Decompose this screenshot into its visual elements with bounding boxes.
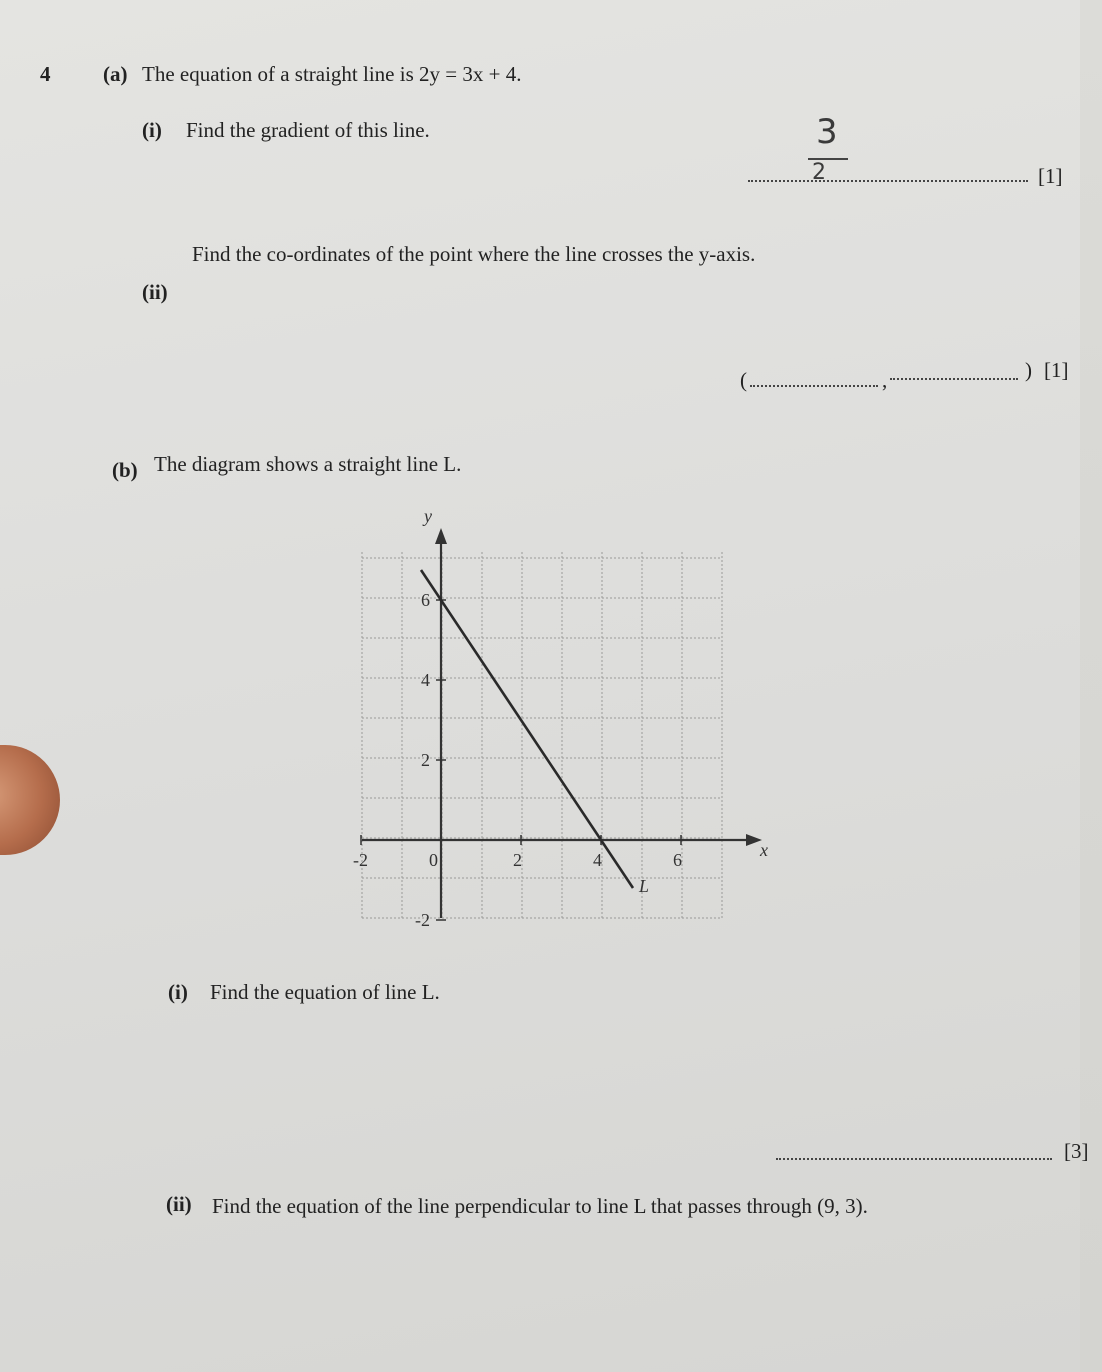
part-a-i-text: Find the gradient of this line.: [186, 118, 430, 142]
x-tick-label: 2: [513, 850, 522, 870]
x-tick-label: -2: [353, 850, 368, 870]
part-b-text: The diagram shows a straight line L.: [154, 452, 462, 476]
part-b-label: (b): [112, 458, 138, 482]
part-a-ii-text: Find the co-ordinates of the point where the line crosses the y-axis.: [192, 242, 756, 266]
marks-a-i: [1]: [1038, 164, 1063, 188]
y-tick-label: 2: [421, 750, 430, 770]
line-L-label: L: [639, 876, 650, 896]
part-a-i-label: (i): [142, 118, 162, 142]
x-tick-label: 6: [673, 850, 682, 870]
coord-open-paren: (: [740, 368, 747, 392]
coord-comma: ,: [882, 368, 888, 392]
marks-a-ii: [1]: [1044, 358, 1069, 382]
part-b-ii-label: (ii): [166, 1192, 192, 1216]
answer-line-b-i[interactable]: [776, 1158, 1052, 1160]
part-b-i-text: Find the equation of line L.: [210, 980, 440, 1004]
y-axis-arrow: [435, 528, 447, 544]
x-tick-label: 0: [429, 850, 438, 870]
part-a-ii-label: (ii): [142, 280, 168, 304]
x-axis-label: x: [760, 840, 768, 860]
y-tick-label: -2: [415, 910, 430, 930]
question-number: 4: [40, 62, 51, 86]
part-b-ii-text: Find the equation of the line perpendicular to line L that passes through (9, 3).: [212, 1194, 868, 1218]
y-tick-label: 4: [421, 670, 430, 690]
handwritten-numerator: 3: [816, 112, 838, 152]
part-b-i-label: (i): [168, 980, 188, 1004]
marks-b-i: [3]: [1064, 1139, 1089, 1163]
y-axis-label: y: [424, 506, 432, 526]
x-tick-label: 4: [593, 850, 602, 870]
handwritten-denominator: 2: [812, 160, 826, 185]
part-a-text: The equation of a straight line is 2y = 3x + 4.: [142, 62, 522, 86]
y-tick-label: 6: [421, 590, 430, 610]
coord-close-paren: ): [1025, 358, 1032, 382]
part-a-label: (a): [103, 62, 128, 86]
